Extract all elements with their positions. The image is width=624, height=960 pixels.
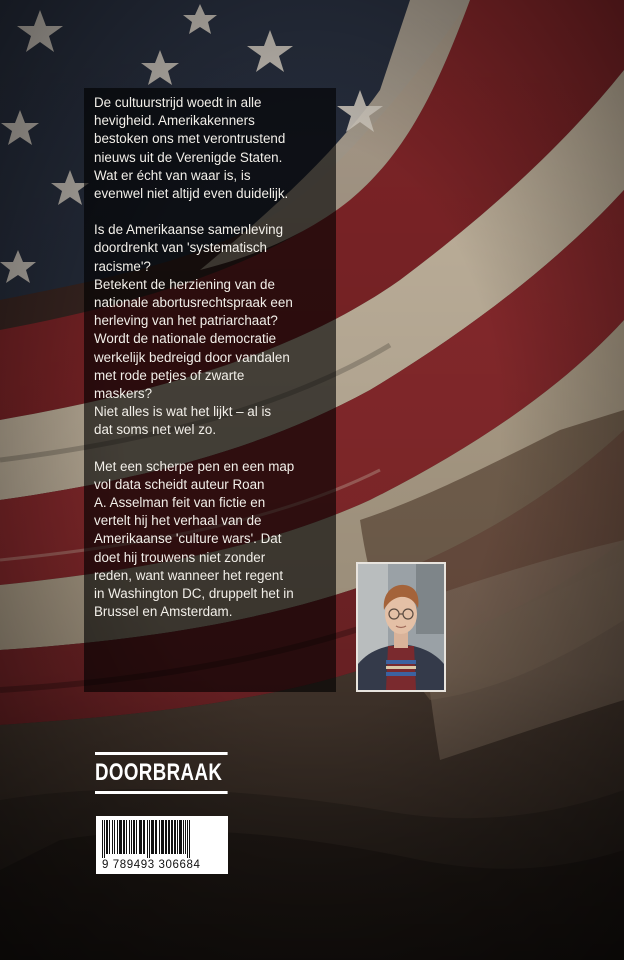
barcode-bar — [131, 820, 132, 854]
blurb-paragraph-1 — [94, 94, 336, 203]
barcode-bar — [139, 820, 142, 854]
blurb-line: werkelijk bedreigd door vandalen — [94, 349, 290, 365]
publisher-logo — [95, 748, 228, 798]
blurb-line: met rode petjes of zwarte — [94, 367, 245, 383]
author-portrait-image — [358, 564, 444, 690]
blurb-line: vertelt hij het verhaal van de — [94, 513, 262, 529]
blurb-line: Brussel en Amsterdam. — [94, 604, 233, 620]
barcode-bar — [112, 820, 113, 854]
barcode-bars — [102, 820, 222, 858]
blurb-line: herleving van het patriarchaat? — [94, 313, 278, 329]
blurb-line: doet hij trouwens niet zonder — [94, 549, 266, 565]
blurb-line: nationale abortusrechtspraak een — [94, 295, 293, 311]
blurb-line: nieuws uit de Verenigde Staten. — [94, 149, 283, 165]
blurb-line: A. Asselman feit van fictie en — [94, 495, 266, 511]
barcode-bar — [109, 820, 110, 854]
blurb-line: Betekent de herziening van de — [94, 276, 275, 292]
barcode-bar — [147, 820, 148, 858]
barcode-bar — [187, 820, 188, 858]
barcode-bar — [136, 820, 137, 854]
barcode-bar — [117, 820, 118, 854]
blurb-line: vol data scheidt auteur Roan — [94, 476, 265, 492]
isbn-barcode — [96, 816, 228, 874]
blurb-line: dat soms net wel zo. — [94, 422, 217, 438]
blurb-paragraph-3 — [94, 458, 336, 622]
barcode-bar — [161, 820, 164, 854]
barcode-bar — [177, 820, 178, 854]
blurb-line: Wat er écht van waar is, is — [94, 167, 251, 183]
blurb-line: Niet alles is wat het lijkt – al is — [94, 404, 272, 420]
barcode-bar — [126, 820, 127, 854]
barcode-bar — [165, 820, 167, 854]
blurb-line: maskers? — [94, 386, 153, 402]
barcode-bar — [189, 820, 190, 858]
barcode-bar — [171, 820, 173, 854]
barcode-bar — [179, 820, 182, 854]
barcode-bar — [114, 820, 115, 854]
author-photo — [356, 562, 446, 692]
barcode-bar — [168, 820, 170, 854]
blurb-line: Met een scherpe pen en een map — [94, 458, 295, 474]
barcode-bar — [149, 820, 150, 858]
blurb-line: hevigheid. Amerikakenners — [94, 113, 255, 129]
barcode-bar — [143, 820, 145, 854]
barcode-bar — [155, 820, 157, 854]
blurb-line: De cultuurstrijd woedt in alle — [94, 95, 262, 110]
blurb-panel — [84, 88, 336, 692]
blurb-line: bestoken ons met verontrustend — [94, 131, 286, 147]
barcode-bar — [106, 820, 108, 854]
logo-bottom-rule — [95, 791, 228, 794]
barcode-bar — [133, 820, 135, 854]
blurb-line: Wordt de nationale democratie — [94, 331, 277, 347]
barcode-bar — [123, 820, 125, 854]
barcode-bar — [119, 820, 122, 854]
blurb-line: doordrenkt van 'systematisch — [94, 240, 267, 256]
barcode-bar — [185, 820, 186, 854]
blurb-line: reden, want wanneer het regent — [94, 567, 284, 583]
blurb-line: racisme'? — [94, 258, 151, 274]
barcode-bar — [104, 820, 105, 858]
isbn-number: 9 789493 306684 — [102, 859, 201, 871]
publisher-name: DOORBRAAK — [95, 759, 223, 786]
blurb-line: Is de Amerikaanse samenleving — [94, 222, 284, 238]
barcode-bar — [174, 820, 176, 854]
barcode-bar — [159, 820, 160, 854]
barcode-bar — [129, 820, 130, 854]
blurb-line: in Washington DC, druppelt het in — [94, 586, 294, 602]
blurb-line: evenwel niet altijd even duidelijk. — [94, 186, 289, 202]
blurb-paragraph-2 — [94, 221, 336, 439]
blurb-line: Amerikaanse 'culture wars'. Dat — [94, 531, 282, 547]
barcode-bar — [151, 820, 154, 854]
barcode-bar — [102, 820, 103, 858]
barcode-bar — [183, 820, 184, 854]
